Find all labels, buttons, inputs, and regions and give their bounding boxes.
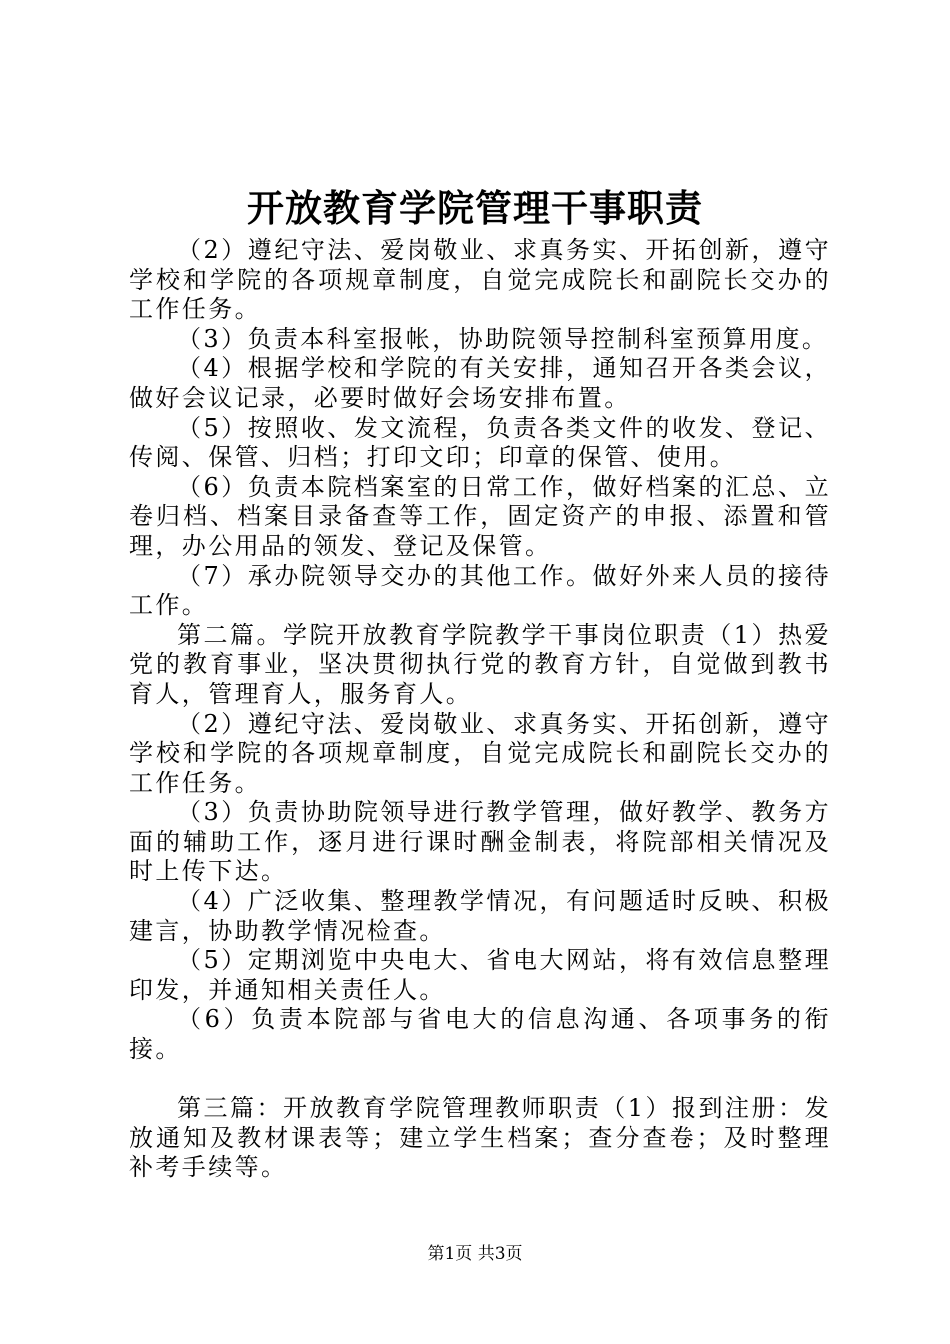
section-heading-paragraph: 第二篇。学院开放教育学院教学干事岗位职责（1）热爱党的教育事业，坚决贯彻执行党的教育方针，自觉做到教书育人，管理育人，服务育人。 bbox=[129, 620, 831, 708]
page-footer: 第1页 共3页 bbox=[427, 1244, 523, 1264]
paragraph: （3）负责协助院领导进行教学管理，做好教学、教务方面的辅助工作，逐月进行课时酬金制表，将院部相关情况及时上传下达。 bbox=[129, 798, 831, 886]
section-heading-paragraph: 第三篇：开放教育学院管理教师职责（1）报到注册：发放通知及教材课表等；建立学生档案；查分查卷；及时整理补考手续等。 bbox=[129, 1094, 831, 1182]
paragraph: （3）负责本科室报帐，协助院领导控制科室预算用度。 bbox=[177, 324, 829, 353]
paragraph: （7）承办院领导交办的其他工作。做好外来人员的接待工作。 bbox=[129, 561, 831, 620]
document-title: 开放教育学院管理干事职责 bbox=[247, 186, 703, 230]
paragraph: （4）根据学校和学院的有关安排，通知召开各类会议，做好会议记录，必要时做好会场安排布置。 bbox=[129, 354, 831, 412]
document-body bbox=[129, 236, 831, 1183]
paragraph: （5）定期浏览中央电大、省电大网站，将有效信息整理印发，并通知相关责任人。 bbox=[129, 946, 831, 1004]
paragraph: （6）负责本院部与省电大的信息沟通、各项事务的衔接。 bbox=[129, 1005, 831, 1064]
paragraph: （6）负责本院档案室的日常工作，做好档案的汇总、立卷归档、档案目录备查等工作，固定资产的申报、添置和管理，办公用品的领发、登记及保管。 bbox=[129, 472, 831, 560]
paragraph: （2）遵纪守法、爱岗敬业、求真务实、开拓创新，遵守学校和学院的各项规章制度，自觉完成院长和副院长交办的工作任务。 bbox=[129, 709, 831, 797]
paragraph: （4）广泛收集、整理教学情况，有问题适时反映、积极建言，协助教学情况检查。 bbox=[129, 887, 831, 945]
paragraph: （2）遵纪守法、爱岗敬业、求真务实、开拓创新，遵守学校和学院的各项规章制度，自觉完成院长和副院长交办的工作任务。 bbox=[129, 236, 831, 324]
paragraph: （5）按照收、发文流程，负责各类文件的收发、登记、传阅、保管、归档；打印文印；印章的保管、使用。 bbox=[129, 413, 831, 472]
